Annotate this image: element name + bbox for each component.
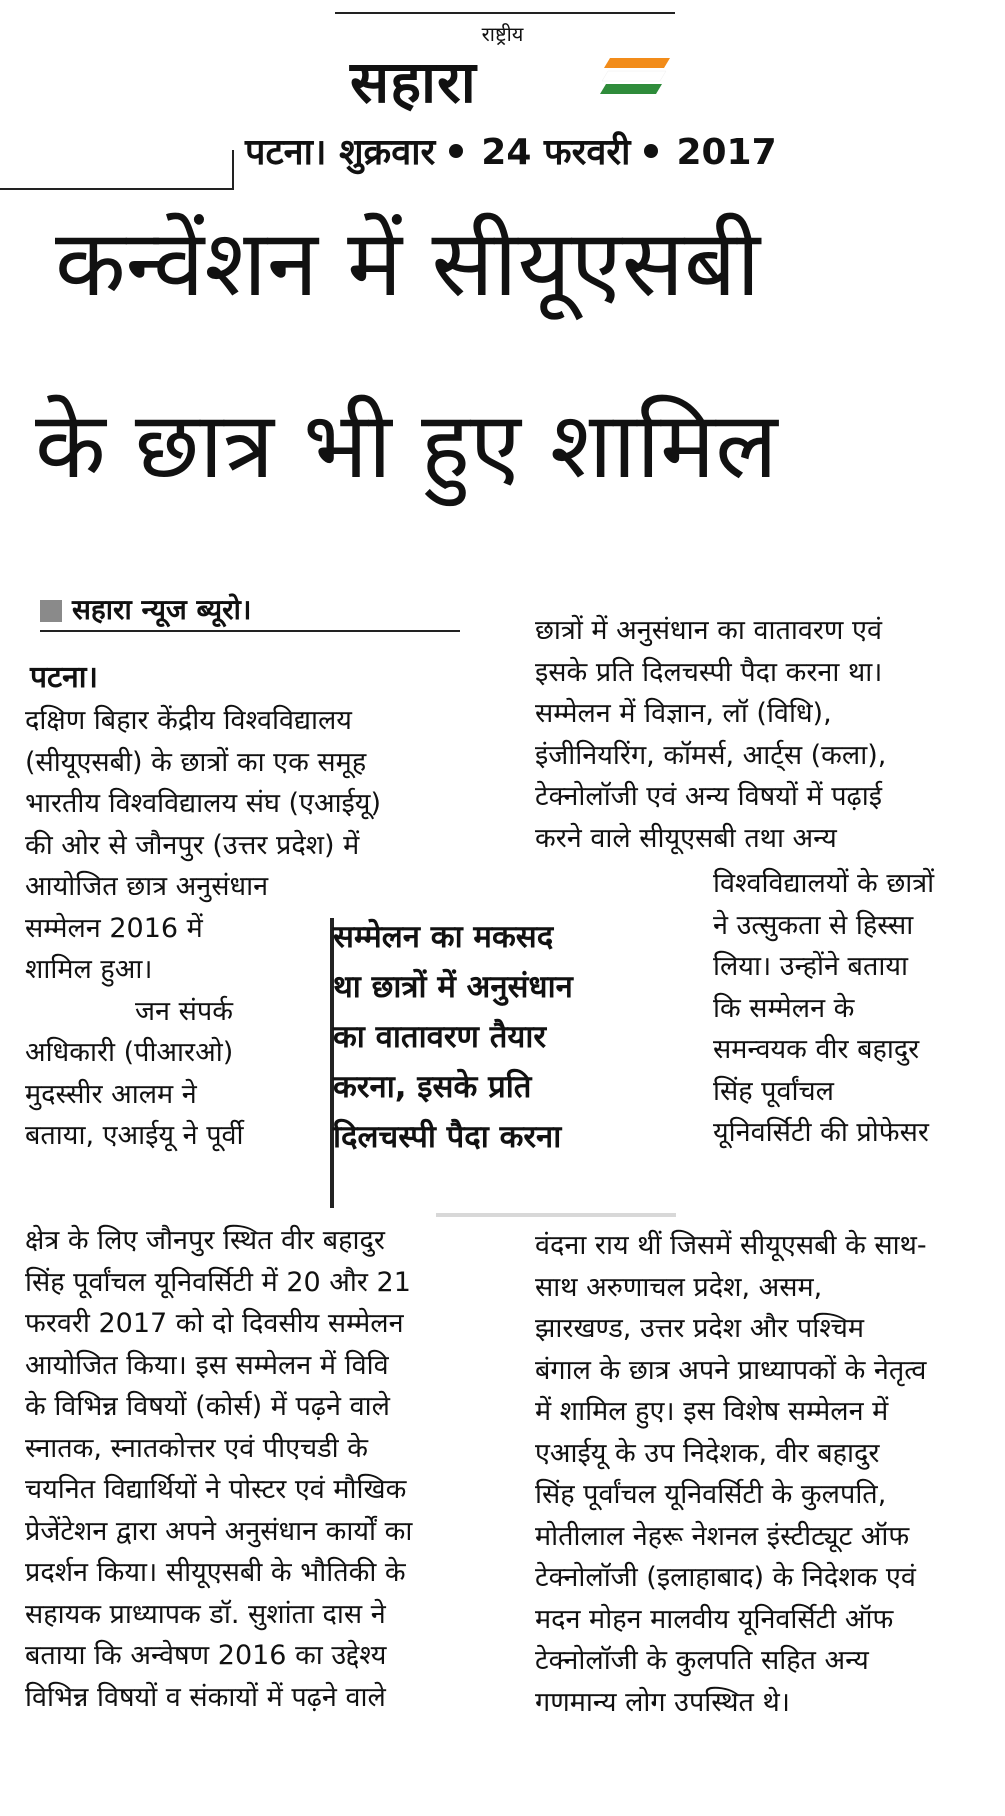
text-line: यूनिवर्सिटी की प्रोफेसर [713, 1117, 929, 1148]
text-line: मुदस्सीर आलम ने [25, 1078, 197, 1110]
left-column-top [25, 700, 470, 866]
text-line: बताया, एआईयू ने पूर्वी [25, 1120, 244, 1151]
text-line: की ओर से जौनपुर (उत्तर प्रदेश) में [25, 829, 360, 861]
text-line: टेक्नोलॉजी एवं अन्य विषयों में पढ़ाई [535, 781, 883, 812]
pull-quote-line: था छात्रों में अनुसंधान [333, 969, 573, 1005]
text-line: प्रदर्शन किया। सीयूएसबी के भौतिकी के [25, 1557, 406, 1588]
dateline-date: 24 फरवरी [481, 132, 631, 173]
text-line: मोतीलाल नेहरू नेशनल इंस्टीट्यूट ऑफ [535, 1520, 910, 1552]
right-column-narrow [713, 863, 983, 1154]
bullet-icon [644, 144, 658, 158]
text-line: छात्रों में अनुसंधान का वातावरण एवं [535, 615, 882, 646]
text-line: चयनित विद्यार्थियों ने पोस्टर एवं मौखिक [25, 1474, 407, 1505]
pull-quote-line: सम्मेलन का मकसद [333, 919, 554, 955]
text-line: फरवरी 2017 को दो दिवसीय सम्मेलन [25, 1308, 404, 1339]
dateline-year: 2017 [676, 132, 777, 173]
headline-line-1: कन्वेंशन में सीयूएसबी [55, 210, 761, 317]
text-line: के विभिन्न विषयों (कोर्स) में पढ़ने वाले [25, 1391, 390, 1422]
text-line: करने वाले सीयूएसबी तथा अन्य [535, 822, 837, 854]
text-line: इंजीनियरिंग, कॉमर्स, आर्ट्स (कला), [535, 739, 887, 771]
text-line: सम्मेलन में विज्ञान, लॉ (विधि), [535, 698, 832, 729]
text-line: गणमान्य लोग उपस्थित थे। [535, 1686, 790, 1718]
text-line: एआईयू के उप निदेशक, वीर बहादुर [535, 1437, 880, 1469]
text-line: अधिकारी (पीआरओ) [25, 1037, 234, 1068]
text-line: भारतीय विश्वविद्यालय संघ (एआईयू) [25, 788, 381, 819]
right-column-top [535, 610, 980, 859]
text-line: वंदना राय थीं जिसमें सीयूएसबी के साथ- [535, 1230, 927, 1261]
right-column-bottom [535, 1225, 980, 1723]
text-line: लिया। उन्होंने बताया [713, 951, 908, 982]
text-line: में शामिल हुए। इस विशेष सम्मेलन में [535, 1396, 889, 1427]
pull-quote-line: करना, इसके प्रति [333, 1069, 532, 1105]
left-column-bottom [25, 1220, 470, 1718]
text-line: बताया कि अन्वेषण 2016 का उद्देश्य [25, 1640, 387, 1671]
text-line: आयोजित किया। इस सम्मेलन में विवि [25, 1349, 389, 1381]
text-line: सिंह पूर्वांचल [713, 1075, 834, 1107]
place-name: पटना। [30, 660, 98, 695]
text-line: समन्वयक वीर बहादुर [713, 1034, 920, 1065]
text-line: टेक्नोलॉजी (इलाहाबाद) के निदेशक एवं [535, 1562, 916, 1593]
text-line: स्नातक, स्नातकोत्तर एवं पीएचडी के [25, 1432, 368, 1464]
text-line: इसके प्रति दिलचस्पी पैदा करना था। [535, 656, 883, 688]
pull-quote-line: दिलचस्पी पैदा करना [333, 1119, 562, 1155]
text-line: दक्षिण बिहार केंद्रीय विश्वविद्यालय [25, 705, 352, 736]
left-column-narrow [25, 866, 310, 1157]
pull-quote-underline [436, 1213, 676, 1217]
bullet-icon [449, 144, 463, 158]
text-line: झारखण्ड, उत्तर प्रदेश और पश्चिम [535, 1313, 865, 1344]
flag-stripes-icon [600, 54, 670, 98]
text-line: सम्मेलन 2016 में [25, 912, 203, 944]
text-line: सहायक प्राध्यापक डॉ. सुशांता दास ने [25, 1598, 386, 1630]
byline-rule [40, 630, 460, 632]
pull-quote [333, 912, 673, 1162]
byline-text: सहारा न्यूज ब्यूरो। [72, 593, 252, 626]
masthead-top-rule [335, 12, 675, 14]
text-line: विश्वविद्यालयों के छात्रों [713, 868, 935, 899]
masthead-logo: सहारा [350, 48, 477, 116]
text-line: प्रेजेंटेशन द्वारा अपने अनुसंधान कार्यों का [25, 1515, 413, 1547]
text-line: बंगाल के छात्र अपने प्राध्यापकों के नेतृत्व [535, 1354, 927, 1386]
text-line: सिंह पूर्वांचल यूनिवर्सिटी में 20 और 21 [25, 1266, 411, 1298]
dateline-vertical-rule [232, 150, 234, 190]
byline-square-icon [40, 600, 62, 622]
text-line: साथ अरुणाचल प्रदेश, असम, [535, 1271, 823, 1303]
text-line: जन संपर्क [135, 995, 233, 1027]
dateline-city-day: पटना। शुक्रवार [245, 132, 436, 173]
text-line: क्षेत्र के लिए जौनपुर स्थित वीर बहादुर [25, 1225, 385, 1256]
text-line: (सीयूएसबी) के छात्रों का एक समूह [25, 746, 367, 778]
pull-quote-line: का वातावरण तैयार [333, 1019, 547, 1055]
dateline-underline [0, 188, 232, 190]
text-line: आयोजित छात्र अनुसंधान [25, 871, 269, 902]
masthead-small-label: राष्ट्रीय [481, 22, 524, 46]
text-line: ने उत्सुकता से हिस्सा [713, 909, 914, 941]
byline [40, 590, 251, 628]
dateline [245, 126, 777, 175]
text-line: सिंह पूर्वांचल यूनिवर्सिटी के कुलपति, [535, 1479, 887, 1510]
text-line: मदन मोहन मालवीय यूनिवर्सिटी ऑफ [535, 1603, 894, 1635]
text-line: शामिल हुआ। [25, 954, 153, 985]
text-line: टेक्नोलॉजी के कुलपति सहित अन्य [535, 1645, 869, 1676]
text-line: कि सम्मेलन के [713, 992, 855, 1024]
headline-line-2: के छात्र भी हुए शामिल [35, 392, 778, 499]
text-line: विभिन्न विषयों व संकायों में पढ़ने वाले [25, 1681, 386, 1713]
